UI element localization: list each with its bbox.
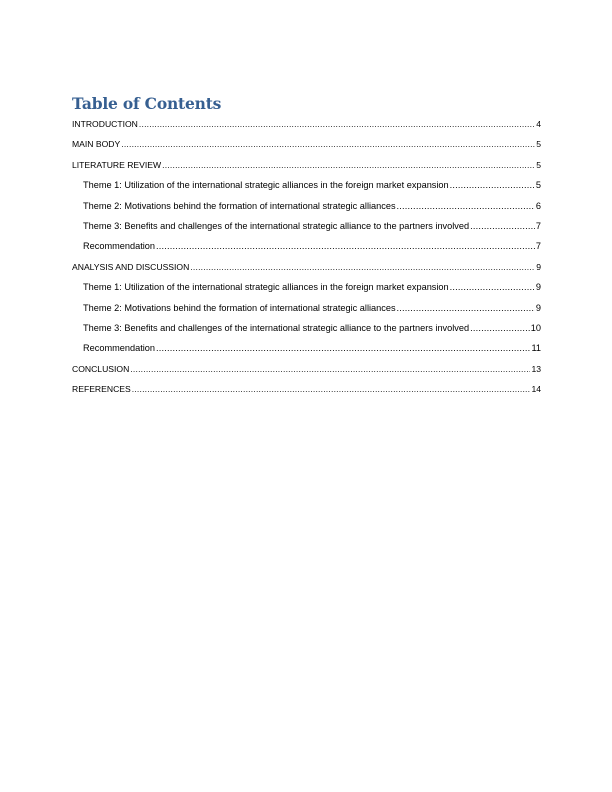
toc-dot-leader [470,318,530,338]
toc-dot-leader [139,114,535,134]
toc-page-number: 7 [535,220,541,231]
toc-entry-analysis-theme-2[interactable] [72,298,541,318]
toc-page-number: 5 [536,139,541,150]
toc-entry-lit-theme-3[interactable] [72,216,541,236]
toc-dot-leader [397,196,535,216]
toc-dot-leader [130,359,530,379]
toc-page-number: 6 [535,200,541,211]
toc-entry-text: Theme 2: Motivations behind the formation of international strategic alliances [83,200,396,211]
toc-title: Table of Contents [72,94,222,113]
toc-entry-text: Recommendation [83,343,156,354]
toc-page-number: 11 [531,343,541,354]
toc-entry-text: MAIN BODY [72,139,121,150]
toc-entry-main-body[interactable] [72,134,541,154]
toc-page-number: 5 [535,180,541,191]
toc-entry-text: Theme 3: Benefits and challenges of the international strategic alliance to the partners involved [83,322,470,333]
toc-entry-text: REFERENCES [72,384,131,395]
toc-entry-analysis-and-discussion[interactable] [72,257,541,277]
toc-dot-leader [156,338,530,358]
toc-entry-introduction[interactable] [72,114,541,134]
toc-page-number: 4 [536,119,541,129]
toc-entry-text: CONCLUSION [72,363,130,374]
toc-entry-lit-theme-1[interactable] [72,175,541,195]
toc-page-number: 7 [535,241,541,252]
toc-page-number: 9 [536,261,541,272]
toc-page-number: 14 [531,384,541,395]
toc-page-number: 9 [535,282,541,293]
toc-dot-leader [162,155,535,175]
toc-dot-leader [450,175,535,195]
toc-page-number: 13 [531,363,541,374]
toc-entry-conclusion[interactable] [72,359,541,379]
toc-list [72,114,541,399]
toc-entry-literature-review[interactable] [72,155,541,175]
toc-dot-leader [470,216,535,236]
toc-page-number: 10 [530,322,541,333]
toc-entry-analysis-theme-1[interactable] [72,277,541,297]
toc-dot-leader [132,379,531,399]
toc-entry-analysis-theme-3[interactable] [72,318,541,338]
toc-entry-lit-theme-2[interactable] [72,196,541,216]
toc-entry-text: Theme 3: Benefits and challenges of the international strategic alliance to the partners involved [83,220,470,231]
toc-dot-leader [156,236,535,256]
toc-page-number: 9 [535,302,541,313]
toc-entry-text: INTRODUCTION [72,119,138,129]
toc-entry-text: ANALYSIS AND DISCUSSION [72,261,190,272]
toc-page-number: 5 [536,159,541,170]
toc-dot-leader [397,298,535,318]
toc-entry-text: Theme 1: Utilization of the international strategic alliances in the foreign market expansion [83,282,449,293]
toc-dot-leader [450,277,535,297]
toc-dot-leader [190,257,535,277]
toc-entry-text: Theme 1: Utilization of the international strategic alliances in the foreign market expansion [83,180,449,191]
toc-entry-text: Recommendation [83,241,156,252]
toc-entry-text: Theme 2: Motivations behind the formation of international strategic alliances [83,302,396,313]
toc-entry-references[interactable] [72,379,541,399]
toc-entry-text: LITERATURE REVIEW [72,159,162,170]
toc-entry-analysis-recommendation[interactable] [72,338,541,358]
toc-entry-lit-recommendation[interactable] [72,236,541,256]
toc-dot-leader [121,134,535,154]
